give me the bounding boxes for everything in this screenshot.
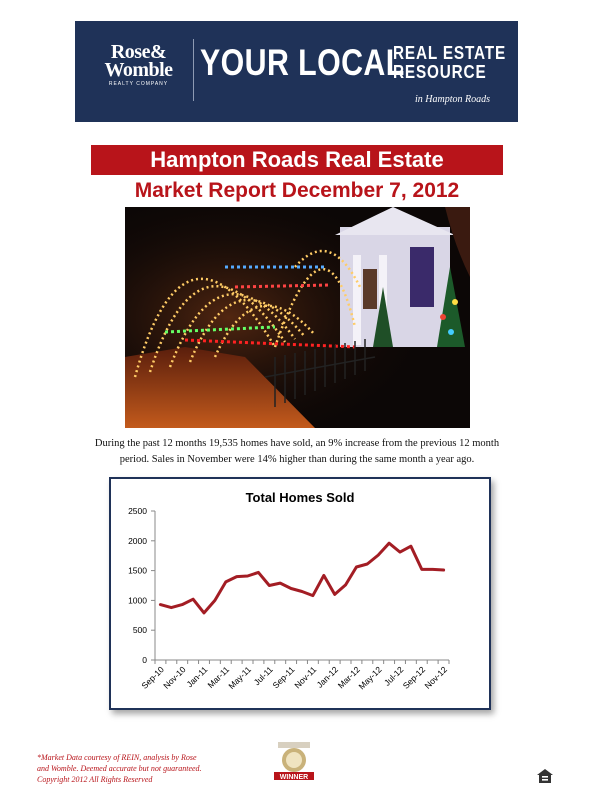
award-graphic [268, 742, 320, 782]
tagline-line-2: RESOURCE [393, 62, 487, 82]
banner-divider [193, 39, 194, 101]
chart-title: Total Homes Sold [245, 490, 355, 505]
summary-text: During the past 12 months 19,535 homes have sold, an 9% increase from the previous 12 month period. Sales in November were 14% higher than during the same month a year ago. [94, 438, 500, 465]
x-tick-label: Jul-11 [251, 664, 275, 688]
x-tick-label: Jan-11 [184, 664, 210, 690]
chart-series [160, 542, 445, 613]
y-tick-label: 1500 [128, 565, 147, 576]
data-point [181, 604, 183, 606]
data-point [279, 582, 281, 584]
x-tick-label: Jul-12 [381, 664, 406, 688]
header-banner [75, 21, 518, 122]
rose-womble-logo[interactable] [91, 43, 186, 87]
series-line [160, 543, 443, 613]
data-point [432, 569, 434, 571]
data-point [290, 588, 292, 590]
x-axis-ticks [139, 660, 449, 691]
data-point [225, 581, 227, 583]
chart-svg [111, 479, 489, 708]
data-point [323, 575, 325, 577]
data-point [236, 576, 238, 578]
y-tick-label: 1000 [128, 595, 147, 606]
data-point [258, 572, 260, 574]
data-point [214, 600, 216, 602]
footnote [37, 752, 237, 785]
logo-line-3: REALTY COMPANY [108, 81, 169, 87]
data-point [171, 607, 173, 609]
x-tick-label: May-12 [356, 664, 384, 692]
total-homes-sold-chart [109, 477, 491, 710]
x-tick-label: Mar-12 [335, 664, 362, 691]
data-point [334, 594, 336, 596]
data-point [367, 563, 369, 565]
chart-axes [155, 511, 449, 660]
data-point [388, 542, 390, 544]
data-point [192, 598, 194, 600]
x-tick-label: Nov-11 [292, 664, 319, 691]
data-point [443, 569, 445, 571]
data-point [301, 591, 303, 593]
y-tick-label: 2000 [128, 535, 147, 546]
page-title: Hampton Roads Real Estate [91, 145, 503, 175]
x-tick-label: Nov-12 [422, 664, 449, 691]
x-tick-label: Sep-11 [270, 664, 297, 691]
page-subtitle: Market Report December 7, 2012 [134, 179, 460, 202]
tagline-small: in Hampton Roads [415, 94, 490, 105]
x-tick-label: May-11 [226, 664, 253, 692]
data-point [247, 575, 249, 577]
data-point [421, 569, 423, 571]
footnote-line-3: Copyright 2012 All Rights Reserved [37, 775, 153, 784]
data-point [345, 584, 347, 586]
holiday-lights-illustration [125, 207, 470, 428]
x-tick-label: Mar-11 [205, 664, 232, 691]
data-point [312, 595, 314, 597]
x-tick-label: Nov-10 [161, 664, 188, 691]
y-tick-label: 2500 [128, 506, 147, 516]
data-point [399, 551, 401, 553]
tagline-big: YOUR LOCAL [200, 42, 405, 83]
equal-housing-icon [537, 769, 553, 784]
award-label: WINNER [279, 774, 309, 781]
data-point [377, 554, 379, 556]
data-point [160, 604, 162, 606]
x-tick-label: Sep-12 [400, 664, 428, 691]
y-tick-label: 500 [132, 625, 147, 636]
logo-line-1: Rose& [110, 41, 167, 63]
y-tick-label: 0 [142, 655, 147, 665]
award-badge-icon [268, 742, 320, 782]
data-point [410, 545, 412, 547]
x-tick-label: Sep-10 [139, 664, 166, 691]
y-axis-ticks [128, 506, 155, 665]
data-point [356, 566, 358, 568]
x-tick-label: Jan-12 [314, 664, 341, 690]
data-point [203, 612, 205, 614]
tagline-line-1: REAL ESTATE [393, 43, 507, 63]
holiday-lights-photo [125, 207, 470, 428]
tagline-stack [393, 44, 506, 82]
logo-line-2: Womble [104, 59, 173, 81]
footnote-line-1: *Market Data courtesy of REIN, analysis by Rose [37, 753, 197, 762]
data-point [269, 585, 271, 587]
footnote-line-2: and Womble. Deemed accurate but not guaranteed. [37, 764, 202, 773]
